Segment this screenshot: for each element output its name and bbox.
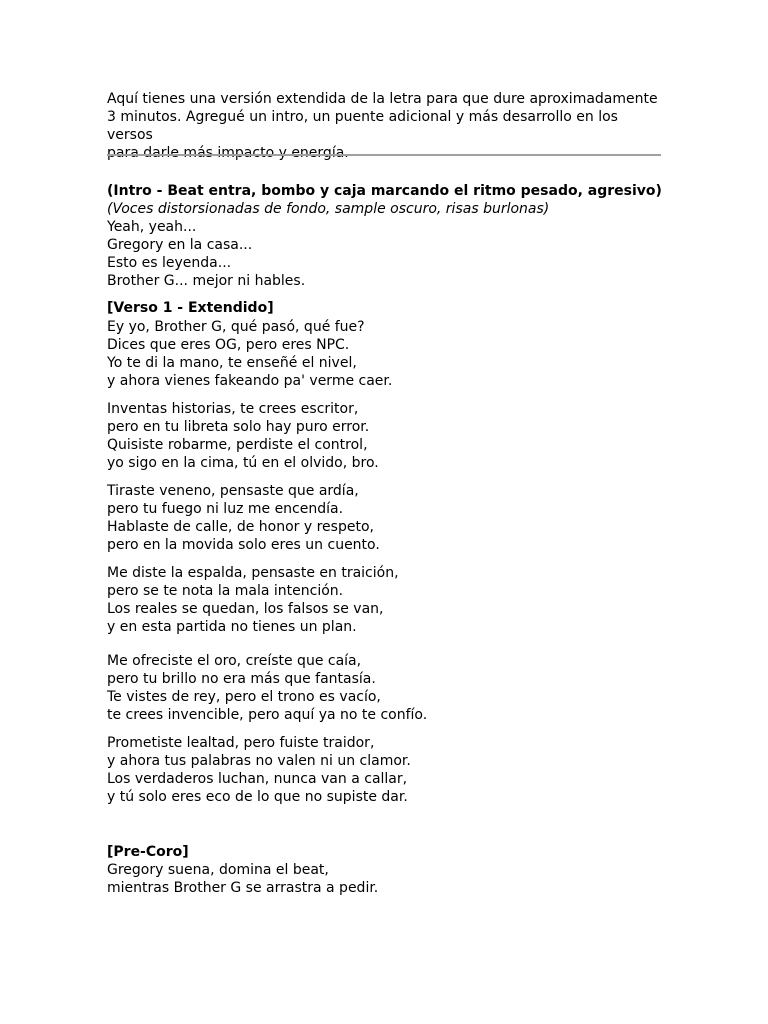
verse1-stanza: Me ofreciste el oro, creíste que caía, pero tu brillo no era más que fantasía. Te vistes de rey, pero el trono es vacío, te crees invencible, pero aquí ya no te confío. xyxy=(107,653,428,723)
verse1-stanza: Prometiste lealtad, pero fuiste traidor, y ahora tus palabras no valen ni un clamor. Los verdaderos luchan, nunca van a callar, y tú solo eres eco de lo que no supiste dar. xyxy=(107,735,411,805)
verse1-heading: [Verso 1 - Extendido] xyxy=(107,300,274,316)
intro-heading: (Intro - Beat entra, bombo y caja marcando el ritmo pesado, agresivo) xyxy=(107,183,662,199)
verse1-stanza: Me diste la espalda, pensaste en traición, pero se te nota la mala intención. Los reales se quedan, los falsos se van, y en esta partida no tienes un plan. xyxy=(107,565,399,635)
verse1-stanza: Inventas historias, te crees escritor, pero en tu libreta solo hay puro error. Quisiste robarme, perdiste el control, yo sigo en la cima, tú en el olvido, bro. xyxy=(107,401,379,471)
verse1-stanza: Ey yo, Brother G, qué pasó, qué fue? Dices que eres OG, pero eres NPC. Yo te di la mano, te enseñé el nivel, y ahora vienes fakeando pa' verme caer. xyxy=(107,319,393,389)
horizontal-divider xyxy=(107,154,661,156)
verse1-stanza: Tiraste veneno, pensaste que ardía, pero tu fuego ni luz me encendía. Hablaste de calle, de honor y respeto, pero en la movida solo eres un cuento. xyxy=(107,483,380,553)
intro-paragraph: Aquí tienes una versión extendida de la letra para que dure aproximadamente 3 minutos. Agregué un intro, un puente adicional y más desarrollo en los versos para darle más impacto y energía. xyxy=(107,91,658,161)
prechorus-heading: [Pre-Coro] xyxy=(107,844,189,860)
prechorus-lines: Gregory suena, domina el beat, mientras Brother G se arrastra a pedir. xyxy=(107,862,379,896)
intro-note: (Voces distorsionadas de fondo, sample oscuro, risas burlonas) xyxy=(107,201,550,217)
intro-lines: Yeah, yeah... Gregory en la casa... Esto es leyenda... Brother G... mejor ni hables. xyxy=(107,219,306,289)
